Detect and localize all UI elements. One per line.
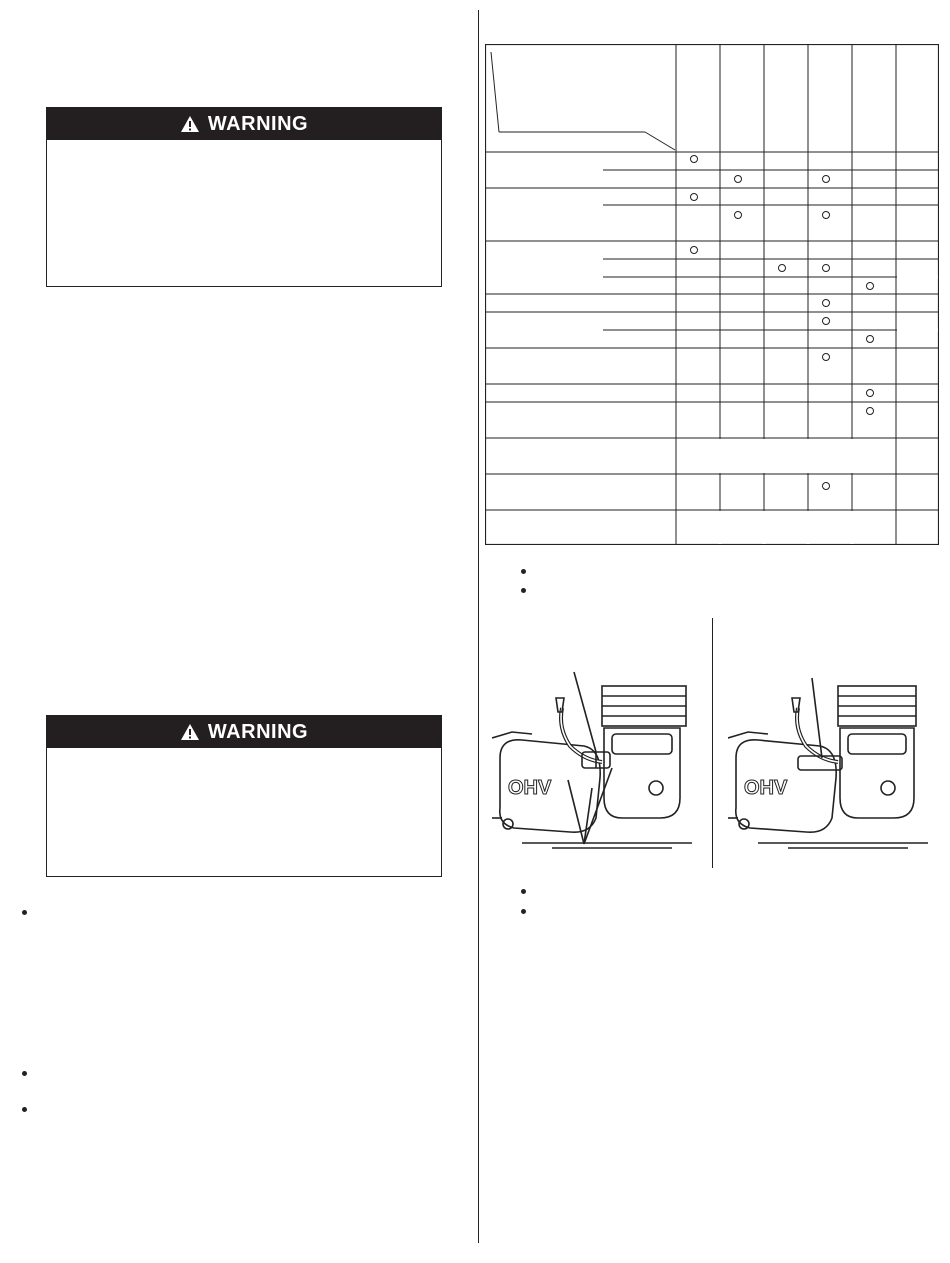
schedule-mark bbox=[823, 176, 830, 183]
warning-triangle-icon bbox=[180, 723, 200, 741]
schedule-mark bbox=[823, 483, 830, 490]
column-divider bbox=[478, 10, 479, 1243]
bullet bbox=[521, 569, 526, 574]
merged-cell-gap bbox=[851, 511, 854, 544]
merged-cell-gap bbox=[897, 329, 938, 332]
bullet bbox=[22, 910, 27, 915]
merged-cell-gap bbox=[807, 511, 810, 544]
warning-box-2 bbox=[46, 715, 442, 877]
warning-header bbox=[47, 716, 441, 748]
merged-cell-gap bbox=[807, 439, 810, 473]
bullet bbox=[521, 588, 526, 593]
bullet bbox=[521, 909, 526, 914]
warning-triangle-icon bbox=[180, 115, 200, 133]
merged-cell-gap bbox=[763, 511, 766, 544]
schedule-mark bbox=[779, 265, 786, 272]
schedule-mark bbox=[823, 354, 830, 361]
schedule-mark bbox=[867, 408, 874, 415]
warning-label: WARNING bbox=[207, 112, 309, 135]
schedule-mark bbox=[735, 212, 742, 219]
merged-cell-gap bbox=[897, 276, 938, 279]
table-grid bbox=[485, 44, 939, 545]
schedule-mark bbox=[691, 247, 698, 254]
bullet bbox=[521, 889, 526, 894]
schedule-mark bbox=[823, 265, 830, 272]
merged-cell-gap bbox=[763, 439, 766, 473]
schedule-mark bbox=[867, 336, 874, 343]
schedule-mark bbox=[691, 156, 698, 163]
schedule-mark bbox=[867, 283, 874, 290]
schedule-mark bbox=[735, 176, 742, 183]
engine-label-text: OHV bbox=[744, 777, 788, 799]
bullet bbox=[22, 1071, 27, 1076]
warning-header bbox=[47, 108, 441, 140]
warning-label: WARNING bbox=[207, 720, 309, 743]
engine-illustration-left bbox=[492, 668, 702, 858]
table-rule bbox=[645, 132, 675, 150]
schedule-mark bbox=[691, 194, 698, 201]
maintenance-schedule-table bbox=[485, 44, 939, 545]
engine-label-text: OHV bbox=[508, 777, 552, 799]
merged-cell-gap bbox=[719, 511, 722, 544]
merged-cell-gap bbox=[851, 439, 854, 473]
bullet bbox=[22, 1107, 27, 1112]
schedule-mark bbox=[867, 390, 874, 397]
schedule-mark bbox=[823, 300, 830, 307]
table-rule bbox=[491, 52, 499, 132]
merged-cell-gap bbox=[719, 439, 722, 473]
warning-box-1 bbox=[46, 107, 442, 287]
schedule-mark bbox=[823, 212, 830, 219]
engine-illustration-right bbox=[728, 668, 938, 858]
schedule-mark bbox=[823, 318, 830, 325]
figure-divider bbox=[712, 618, 713, 868]
